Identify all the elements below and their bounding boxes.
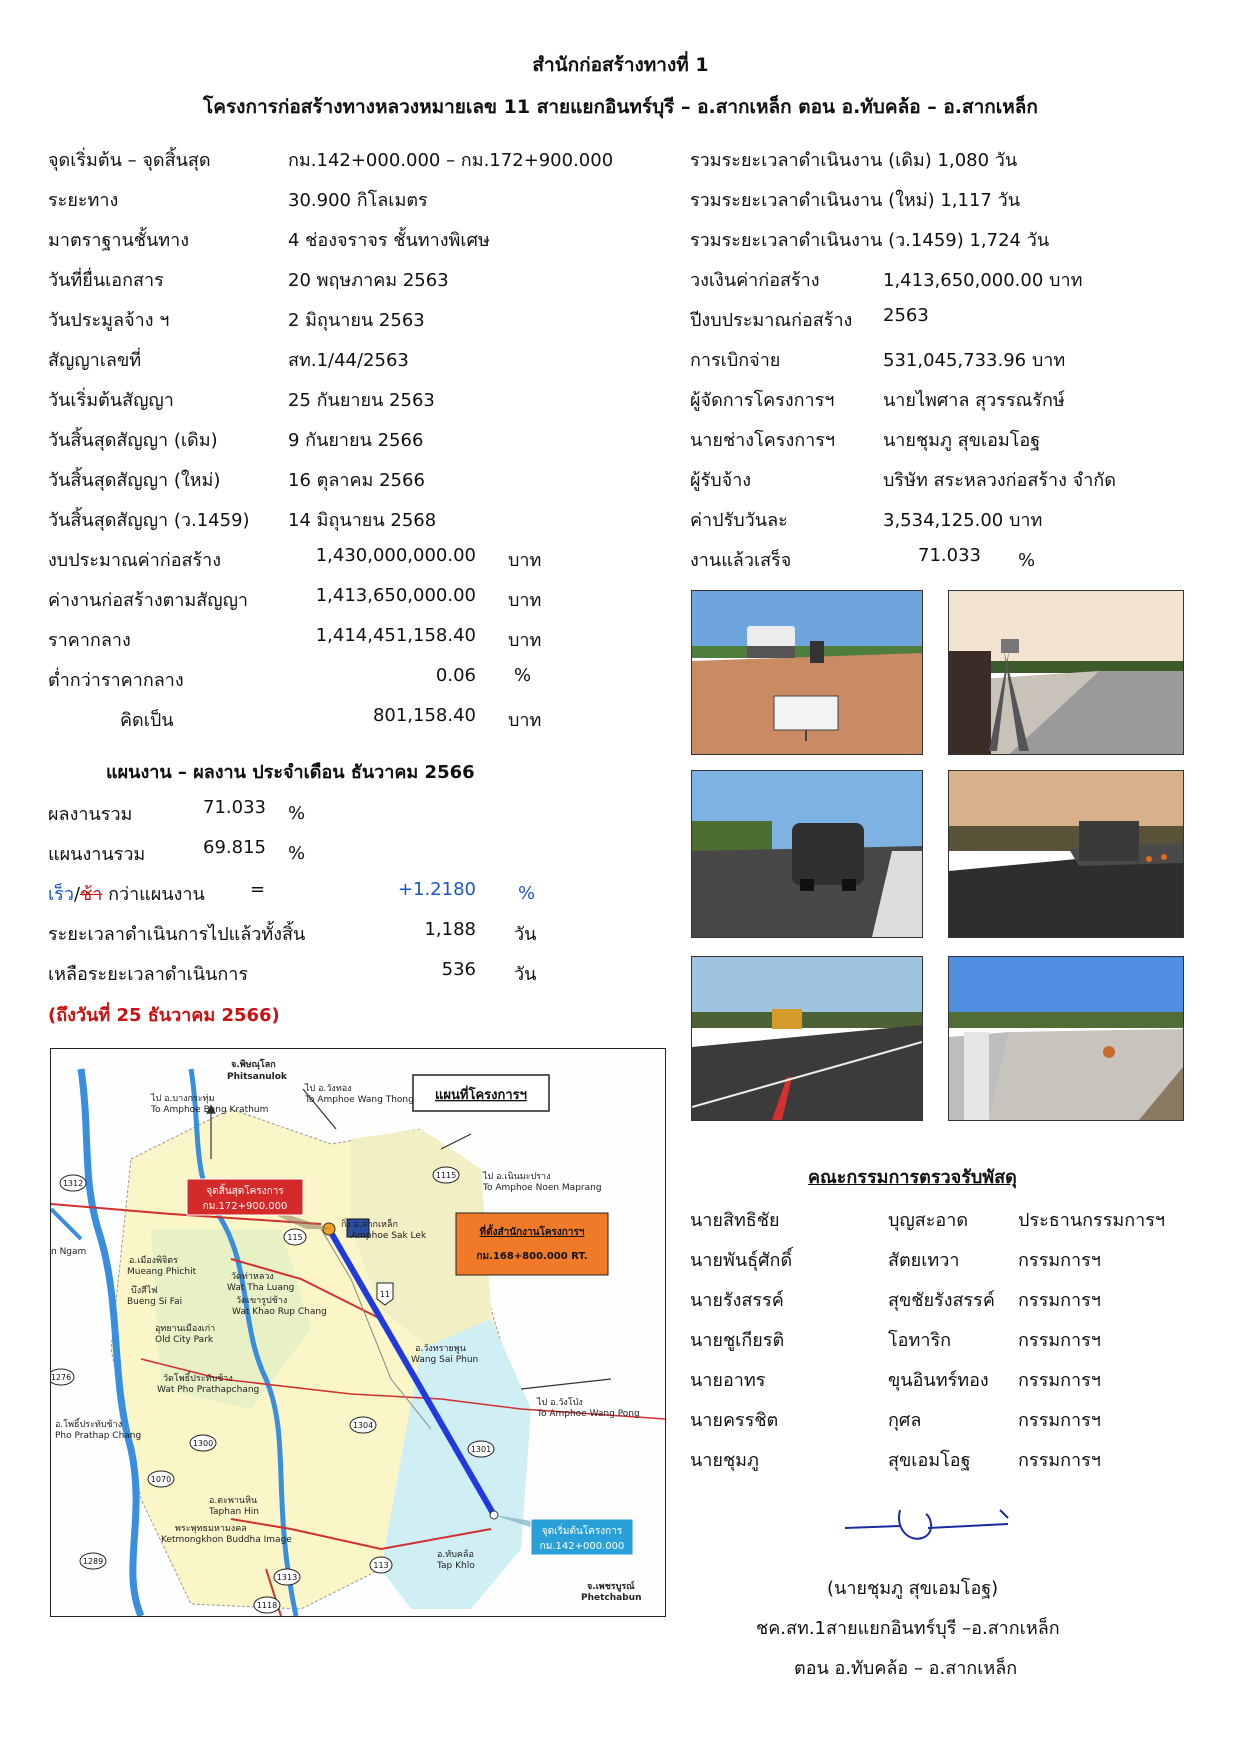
compare-rest: กว่าแผนงาน: [102, 884, 205, 905]
place-label: Bueng Si Fai: [127, 1297, 183, 1307]
place-label: จ.เพชรบูรณ์: [587, 1582, 635, 1592]
info-label: วันสิ้นสุดสัญญา (ว.1459): [48, 510, 250, 531]
info-label: ระยะทาง: [48, 190, 119, 211]
place-label: บึงสีไฟ: [131, 1286, 158, 1296]
place-label: อ.ตะพานหิน: [209, 1496, 258, 1506]
info-value: บริษัท สระหลวงก่อสร้าง จำกัด: [883, 470, 1116, 491]
route-shield: 1118: [256, 1601, 278, 1610]
budget-label: ค่างานก่อสร้างตามสัญญา: [48, 590, 249, 611]
place-label: To Amphoe Wang Pong: [537, 1409, 640, 1419]
place-label: จ.พิษณุโลก: [231, 1060, 276, 1070]
info-label: ค่าปรับวันละ: [690, 510, 788, 531]
route-shield: 115: [287, 1233, 303, 1242]
remain-unit: วัน: [514, 964, 537, 985]
info-value: นายไพศาล สุวรรณรักษ์: [883, 390, 1065, 411]
place-label: อ.โพธิ์ประทับช้าง: [55, 1420, 123, 1430]
info-label: การเบิกจ่าย: [690, 350, 781, 371]
member-role: กรรมการฯ: [1018, 1410, 1101, 1431]
member-role: กรรมการฯ: [1018, 1250, 1101, 1271]
completed-label: งานแล้วเสร็จ: [690, 550, 792, 571]
construction-photo: [948, 590, 1184, 755]
place-label: อุทยานเมืองเก่า: [155, 1324, 216, 1334]
place-label: Phetchabun: [581, 1593, 642, 1603]
office-title: สำนักก่อสร้างทางที่ 1: [532, 54, 709, 76]
place-label: ไป อ.เนินมะปราง: [483, 1172, 551, 1182]
place-label: Old City Park: [155, 1335, 214, 1345]
info-label: วงเงินค่าก่อสร้าง: [690, 270, 820, 291]
as-of-date: (ถึงวันที่ 25 ธันวาคม 2566): [48, 1005, 280, 1026]
elapsed-label: ระยะเวลาดำเนินการไปแล้วทั้งสิ้น: [48, 924, 306, 945]
place-label: Wat Tha Luang: [227, 1283, 295, 1293]
info-label: ปีงบประมาณก่อสร้าง: [690, 310, 853, 331]
budget-value: 1,413,650,000.00: [315, 585, 476, 606]
signature-image: [840, 1500, 1015, 1550]
member-role: กรรมการฯ: [1018, 1370, 1101, 1391]
place-label: ไป อ.วังทอง: [305, 1084, 352, 1094]
start-point-km: กม.142+000.000: [539, 1541, 625, 1552]
info-label: วันสิ้นสุดสัญญา (ใหม่): [48, 470, 221, 491]
info-label: ผู้จัดการโครงการฯ: [690, 390, 835, 411]
place-label: อ.เมืองพิจิตร: [129, 1256, 178, 1266]
place-label: พระพุทธมหามงคล: [175, 1524, 247, 1534]
slash-text: /: [73, 884, 81, 905]
place-label: Wang Sai Phun: [411, 1355, 479, 1365]
start-point-label: จุดเริ่มต้นโครงการ: [541, 1526, 623, 1537]
place-label: Taphan Hin: [209, 1507, 259, 1517]
info-value: 2563: [883, 305, 929, 326]
place-label: Mueang Phichit: [127, 1267, 197, 1277]
info-value: 4 ช่องจราจร ชั้นทางพิเศษ: [288, 230, 490, 251]
place-label: อ.ทับคล้อ: [437, 1550, 474, 1560]
remain-value: 536: [441, 959, 476, 980]
place-label: To Amphoe Bang Krathum: [151, 1105, 269, 1115]
construction-photo: [691, 590, 923, 755]
place-label: Pho Prathap Chang: [55, 1431, 142, 1441]
member-first-name: นายอาทร: [690, 1370, 766, 1391]
place-label: Wat Pho Prathapchang: [157, 1385, 260, 1395]
info-label: วันประมูลจ้าง ฯ: [48, 310, 170, 331]
place-label: To Amphoe Noen Maprang: [483, 1183, 602, 1193]
place-label: To Amphoe Wang Thong: [305, 1095, 414, 1105]
committee-title: คณะกรรมการตรวจรับพัสดุ: [808, 1167, 1017, 1188]
budget-value: 801,158.40: [372, 705, 476, 726]
budget-unit: บาท: [508, 550, 542, 571]
end-point-km: กม.172+900.000: [202, 1201, 288, 1212]
budget-unit: บาท: [508, 590, 542, 611]
member-last-name: บุญสะอาด: [888, 1210, 969, 1231]
member-first-name: นายสิทธิชัย: [690, 1210, 780, 1231]
place-label: Wat Khao Rup Chang: [232, 1307, 327, 1317]
slow-text: ช้า: [80, 884, 103, 905]
member-role: ประธานกรรมการฯ: [1018, 1210, 1166, 1231]
route-shield: 1289: [82, 1557, 104, 1566]
info-label: สัญญาเลขที่: [48, 350, 142, 371]
place-label: Tap Khlo: [437, 1561, 475, 1571]
office-location-label: ที่ตั้งสำนักงานโครงการฯ: [479, 1227, 585, 1238]
info-value: 531,045,733.96 บาท: [883, 350, 1066, 371]
route-shield: 1304: [352, 1421, 374, 1430]
member-last-name: สุขชัยรังสรรค์: [888, 1290, 995, 1311]
plan-title: แผนงาน – ผลงาน ประจำเดือน ธันวาคม 2566: [106, 762, 475, 783]
place-label: n Ngam: [51, 1247, 87, 1257]
budget-value: 1,414,451,158.40: [315, 625, 476, 646]
elapsed-unit: วัน: [514, 924, 537, 945]
budget-label: ต่ำกว่าราคากลาง: [48, 670, 184, 691]
member-first-name: นายชุมภู: [690, 1450, 759, 1471]
end-point-label: จุดสิ้นสุดโครงการ: [206, 1186, 284, 1197]
member-last-name: กุศล: [888, 1410, 922, 1431]
place-label: ไป อ.บางกระทุ่ม: [151, 1094, 215, 1104]
construction-photo: [691, 770, 923, 938]
member-last-name: สัตยเทวา: [888, 1250, 960, 1271]
info-value: 30.900 กิโลเมตร: [288, 190, 428, 211]
equals-sign: =: [250, 879, 266, 900]
info-label: จุดเริ่มต้น – จุดสิ้นสุด: [48, 150, 211, 171]
construction-photo: [691, 956, 923, 1121]
info-label: รวมระยะเวลาดำเนินงาน (ใหม่) 1,117 วัน: [690, 190, 1021, 211]
route-shield: 1300: [192, 1439, 214, 1448]
place-label: Ketmongkhon Buddha Image: [161, 1535, 292, 1545]
completed-value: 71.033: [918, 545, 981, 566]
member-last-name: สุขเอมโอฐ: [888, 1450, 971, 1471]
signer-section: ตอน อ.ทับคล้อ – อ.สากเหล็ก: [794, 1658, 1018, 1679]
member-role: กรรมการฯ: [1018, 1330, 1101, 1351]
map-title: แผนที่โครงการฯ: [435, 1088, 527, 1103]
fast-text: เร็ว: [48, 884, 74, 905]
budget-label: งบประมาณค่าก่อสร้าง: [48, 550, 222, 571]
info-label: วันที่ยื่นเอกสาร: [48, 270, 164, 291]
info-value: 9 กันยายน 2566: [288, 430, 424, 451]
budget-value: 1,430,000,000.00: [315, 545, 476, 566]
route-shield: 1276: [51, 1373, 72, 1382]
elapsed-value: 1,188: [424, 919, 476, 940]
remain-label: เหลือระยะเวลาดำเนินการ: [48, 964, 249, 985]
info-value: 14 มิถุนายน 2568: [288, 510, 437, 531]
member-role: กรรมการฯ: [1018, 1290, 1101, 1311]
route-shield: 113: [373, 1561, 389, 1570]
place-label: วัดท่าหลวง: [231, 1272, 274, 1282]
budget-label: ราคากลาง: [48, 630, 131, 651]
budget-label: คิดเป็น: [120, 710, 174, 731]
info-label: มาตราฐานชั้นทาง: [48, 230, 190, 251]
plan-label: ผลงานรวม: [48, 804, 133, 825]
place-label: วัดโพธิ์ประทับช้าง: [163, 1374, 233, 1384]
plan-value: 69.815: [203, 837, 266, 858]
info-label: นายช่างโครงการฯ: [690, 430, 836, 451]
info-label: รวมระยะเวลาดำเนินงาน (เดิม) 1,080 วัน: [690, 150, 1018, 171]
office-location-km: กม.168+800.000 RT.: [476, 1251, 588, 1262]
info-value: 16 ตุลาคม 2566: [288, 470, 425, 491]
diff-value: +1.2180: [397, 879, 476, 900]
budget-value: 0.06: [435, 665, 476, 686]
info-label: วันเริ่มต้นสัญญา: [48, 390, 174, 411]
info-label: รวมระยะเวลาดำเนินงาน (ว.1459) 1,724 วัน: [690, 230, 1050, 251]
place-label: วัดเขารูปช้าง: [236, 1296, 288, 1306]
construction-photo: [948, 770, 1184, 938]
member-first-name: นายรังสรรค์: [690, 1290, 784, 1311]
member-first-name: นายพันธุ์ศักดิ์: [690, 1250, 793, 1271]
signer-name: (นายชุมภู สุขเอมโอฐ): [827, 1578, 999, 1599]
info-value: 25 กันยายน 2563: [288, 390, 435, 411]
member-first-name: นายชูเกียรติ: [690, 1330, 785, 1351]
route-shield: 1115: [435, 1171, 457, 1180]
route-shield: 11: [379, 1290, 391, 1299]
member-role: กรรมการฯ: [1018, 1450, 1101, 1471]
budget-unit: บาท: [508, 630, 542, 651]
construction-photo: [948, 956, 1184, 1121]
info-label: ผู้รับจ้าง: [690, 470, 752, 491]
member-last-name: โอทาริก: [888, 1330, 952, 1351]
info-value: 1,413,650,000.00 บาท: [883, 270, 1083, 291]
plan-unit: %: [288, 803, 306, 824]
route-shield: 1070: [150, 1475, 172, 1484]
project-map: [50, 1048, 666, 1617]
budget-unit: บาท: [508, 710, 542, 731]
info-value: กม.142+000.000 – กม.172+900.000: [288, 150, 614, 171]
budget-unit: %: [514, 665, 532, 686]
info-label: วันสิ้นสุดสัญญา (เดิม): [48, 430, 218, 451]
place-label: ไป อ.วังโป่ง: [537, 1398, 583, 1408]
place-label: Phitsanulok: [227, 1072, 287, 1082]
plan-label: แผนงานรวม: [48, 844, 146, 865]
info-value: 2 มิถุนายน 2563: [288, 310, 425, 331]
info-value: สท.1/44/2563: [288, 350, 409, 371]
place-label: อ.วังทรายพูน: [415, 1344, 466, 1354]
route-shield: 1312: [62, 1179, 84, 1188]
info-value: 3,534,125.00 บาท: [883, 510, 1043, 531]
plan-unit: %: [288, 843, 306, 864]
route-shield: 1313: [276, 1573, 298, 1582]
route-shield: 1301: [470, 1445, 492, 1454]
info-value: นายชุมภู สุขเอมโอฐ: [883, 430, 1041, 451]
info-value: 20 พฤษภาคม 2563: [288, 270, 449, 291]
diff-unit: %: [518, 883, 536, 904]
project-title: โครงการก่อสร้างทางหลวงหมายเลข 11 สายแยกอินทร์บุรี – อ.สากเหล็ก ตอน อ.ทับคล้อ – อ.สากเหล็ก: [203, 96, 1038, 118]
member-last-name: ขุนอินทร์ทอง: [888, 1370, 989, 1391]
place-label: Amphoe Sak Lek: [351, 1231, 427, 1241]
signer-position: ชค.สท.1สายแยกอินทร์บุรี –อ.สากเหล็ก: [756, 1618, 1060, 1639]
plan-value: 71.033: [203, 797, 266, 818]
completed-unit: %: [1018, 550, 1036, 571]
compare-label: [48, 879, 205, 908]
member-first-name: นายครรชิต: [690, 1410, 779, 1431]
place-label: กิ่ง อ.สากเหล็ก: [341, 1220, 398, 1230]
